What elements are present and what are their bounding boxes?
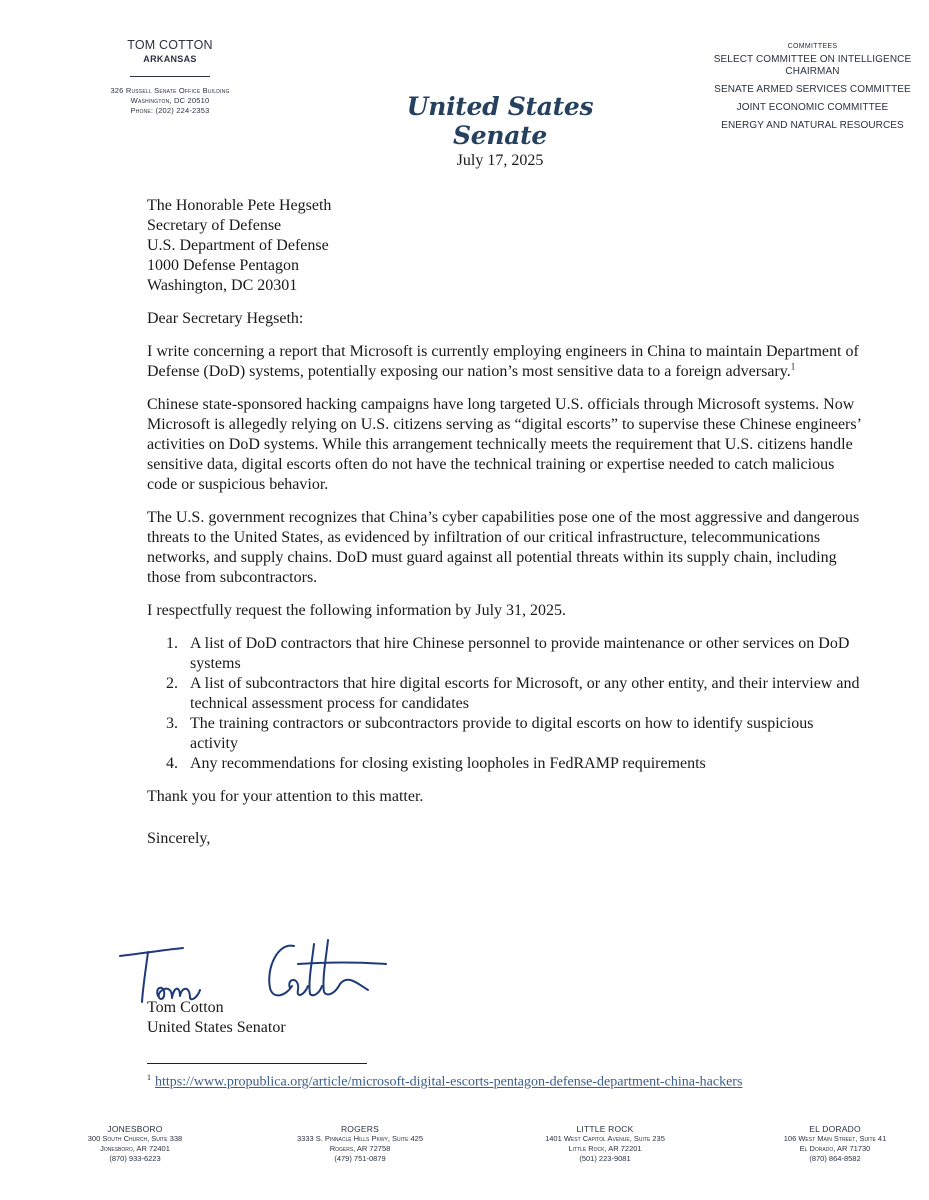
office-el-dorado: [755, 1124, 915, 1164]
recipient-line: The Honorable Pete Hegseth: [147, 197, 332, 214]
office-street: 106 West Main Street, Suite 41: [783, 1134, 887, 1143]
office-jonesboro: [60, 1124, 210, 1164]
request-item: 1. A list of DoD contractors that hire Chinese personnel to provide maintenance or other services on DoD systems: [182, 634, 862, 674]
request-item: 3. The training contractors or subcontractors provide to digital escorts on how to identify suspicious activity: [182, 714, 862, 754]
recipient-line: 1000 Defense Pentagon: [147, 257, 299, 274]
paragraph-2: Chinese state-sponsored hacking campaigns have long targeted U.S. officials through Microsoft systems. Now Microsoft is allegedly relying on U.S. citizens serving as “digital escorts” to supervise these Chinese engineers’ activities on DoD systems. While this arrangement technically meets the requirement that U.S. citizens handle sensitive data, digital escorts often do not have the technical training or expertise needed to catch malicious code or suspicious behavior.: [147, 396, 861, 493]
committee-role: CHAIRMAN: [785, 66, 840, 77]
senator-name: TOM COTTON: [127, 38, 213, 52]
paragraph-4: I respectfully request the following information by July 31, 2025.: [147, 602, 567, 619]
footnote-ref: 1: [790, 361, 796, 372]
office-phone: (479) 751-0879: [334, 1154, 386, 1163]
office-street: 3333 S. Pinnacle Hills Pkwy, Suite 425: [296, 1134, 424, 1143]
dc-office-address: [70, 86, 270, 116]
closing-line: Thank you for your attention to this matter.: [147, 788, 424, 805]
office-street: 300 South Church, Suite 338: [87, 1134, 183, 1143]
office-phone: (870) 864-8582: [809, 1154, 861, 1163]
dc-office-line1: 326 Russell Senate Office Building: [110, 86, 230, 95]
senator-letterhead: [70, 38, 270, 116]
request-item: 2. A list of subcontractors that hire digital escorts for Microsoft, or any other entity, and their interview and technical assessment process for candidates: [182, 674, 862, 714]
valediction: Sincerely,: [147, 830, 211, 847]
committees-block: [700, 43, 925, 132]
recipient-line: U.S. Department of Defense: [147, 237, 329, 254]
recipient-address: [147, 196, 862, 296]
paragraph-3: The U.S. government recognizes that China’s cyber capabilities pose one of the most aggressive and dangerous threats to the United States, as evidenced by infiltration of our critical infrastructure, telecommunications networks, and supply chains. DoD must guard against all potential threats within its supply chain, including those from subcontractors.: [147, 509, 860, 586]
office-city-state: El Dorado, AR 71730: [799, 1144, 871, 1153]
senator-state: ARKANSAS: [143, 54, 197, 64]
office-phone: (870) 933-6223: [109, 1154, 161, 1163]
paragraph-1-text: I write concerning a report that Microsoft is currently employing engineers in China to maintain Department of Defense (DoD) systems, potentially exposing our nation’s most sensitive data to a foreign adversary.: [147, 343, 859, 380]
office-phone: (501) 223-9081: [579, 1154, 631, 1163]
office-city: JONESBORO: [107, 1124, 163, 1134]
office-street: 1401 West Capitol Avenue, Suite 235: [545, 1134, 665, 1143]
signer-name: Tom Cotton: [147, 999, 224, 1016]
recipient-line: Secretary of Defense: [147, 217, 282, 234]
signer-block: [147, 998, 286, 1038]
office-city-state: Jonesboro, AR 72401: [100, 1144, 170, 1153]
office-city: EL DORADO: [809, 1124, 861, 1134]
office-rogers: [265, 1124, 455, 1164]
footnote: [147, 1073, 742, 1091]
recipient-line: Washington, DC 20301: [147, 277, 298, 294]
office-city: LITTLE ROCK: [576, 1124, 634, 1134]
footnote-divider: [147, 1063, 367, 1064]
office-city: ROGERS: [340, 1124, 380, 1134]
committee-item: ENERGY AND NATURAL RESOURCES: [721, 120, 904, 131]
request-list: [147, 634, 862, 774]
office-little-rock: [515, 1124, 695, 1164]
office-city-state: Little Rock, AR 72201: [568, 1144, 642, 1153]
senate-masthead: United States Senate: [406, 92, 594, 150]
footnote-link[interactable]: https://www.propublica.org/article/microsoft-digital-escorts-pentagon-defense-department-china-hackers: [155, 1074, 743, 1090]
request-item: 4. Any recommendations for closing existing loopholes in FedRAMP requirements: [182, 754, 862, 774]
footnote-number: 1: [147, 1073, 151, 1082]
signer-title: United States Senator: [147, 1019, 286, 1036]
paragraph-1: [147, 342, 862, 382]
committees-label: COMMITTEES: [787, 43, 838, 50]
salutation: Dear Secretary Hegseth:: [147, 310, 304, 327]
committee-item: JOINT ECONOMIC COMMITTEE: [736, 102, 889, 113]
committee-item: SELECT COMMITTEE ON INTELLIGENCE: [713, 54, 912, 65]
letterhead-divider: [130, 76, 210, 77]
dc-office-phone: Phone: (202) 224-2353: [130, 106, 210, 115]
letter-date: July 17, 2025: [456, 152, 544, 169]
office-city-state: Rogers, AR 72758: [329, 1144, 391, 1153]
letter-body: [147, 196, 862, 849]
dc-office-line2: Washington, DC 20510: [130, 96, 210, 105]
committee-item: SENATE ARMED SERVICES COMMITTEE: [714, 84, 911, 95]
